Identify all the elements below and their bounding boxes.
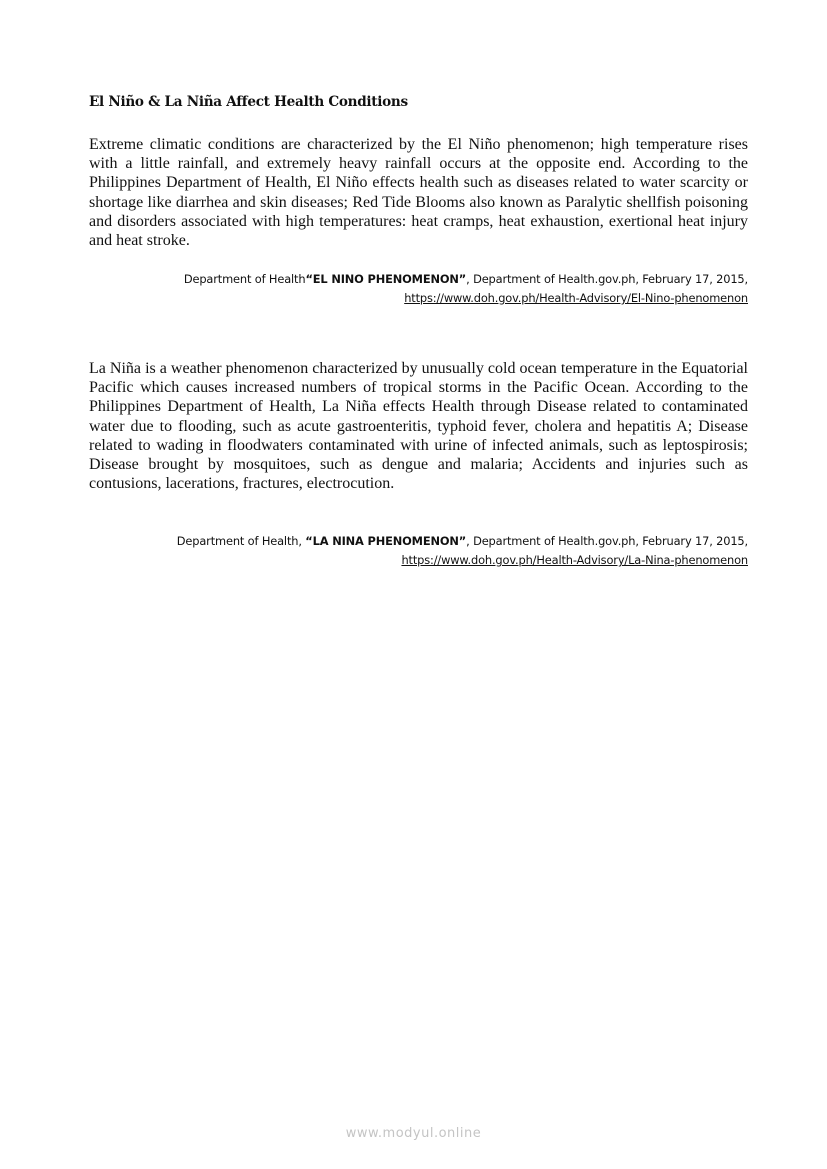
citation-link[interactable]: https://www.doh.gov.ph/Health-Advisory/El-Nino-phenomenon: [404, 291, 748, 305]
la-nina-paragraph: La Niña is a weather phenomenon characterized by unusually cold ocean temperature in the Equatorial Pacific which causes increased numbers of tropical storms in the Pacific Ocean. According to the Philippines Department of Health, La Niña effects Health through Disease related to contaminated water due to flooding, such as acute gastroenteritis, typhoid fever, cholera and hepatitis A; Disease related to wading in floodwaters contaminated with urine of infected animals, such as leptospirosis; Disease brought by mosquitoes, such as dengue and malaria; Accidents and injuries such as contusions, lacerations, fractures, electrocution.: [89, 360, 748, 493]
citation-link[interactable]: https://www.doh.gov.ph/Health-Advisory/La-Nina-phenomenon: [401, 553, 748, 567]
citation-source: , Department of Health.gov.ph, February 17, 2015,: [466, 534, 748, 548]
citation-title: “LA NINA PHENOMENON”: [305, 534, 467, 548]
el-nino-paragraph: Extreme climatic conditions are characterized by the El Niño phenomenon; high temperature rises with a little rainfall, and extremely heavy rainfall occurs at the opposite end. According to the Philippines Department of Health, El Niño effects health such as diseases related to water scarcity or shortage like diarrhea and skin diseases; Red Tide Blooms also known as Paralytic shellfish poisoning and disorders associated with high temperatures: heat cramps, heat exhaustion, exertional heat injury and heat stroke.: [89, 136, 748, 250]
watermark: www.modyul.online: [345, 1126, 482, 1141]
citation-author: Department of Health,: [176, 534, 306, 548]
citation-author: Department of Health: [183, 272, 306, 286]
citation-source: , Department of Health.gov.ph, February 17, 2015,: [466, 272, 748, 286]
page-title: El Niño & La Niña Affect Health Conditions: [89, 94, 408, 110]
la-nina-citation: [89, 532, 748, 570]
citation-title: “EL NINO PHENOMENON”: [305, 272, 467, 286]
el-nino-citation: [89, 270, 748, 308]
